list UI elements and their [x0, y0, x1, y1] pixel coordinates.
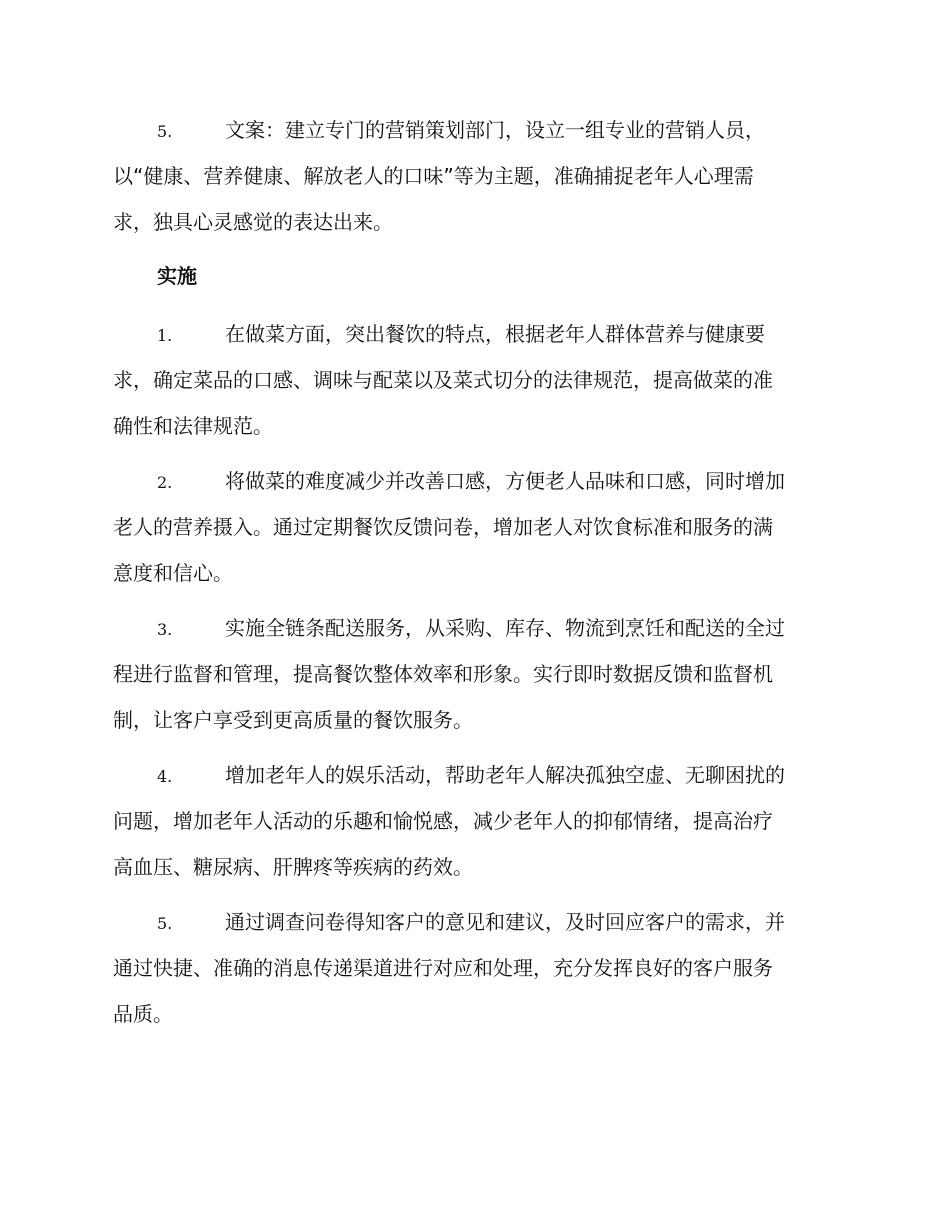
paragraph-line: 通过快捷、准确的消息传递渠道进行对应和处理，充分发挥良好的客户服务: [113, 956, 773, 980]
paragraph-line: 求，确定菜品的口感、调味与配菜以及菜式切分的法律规范，提高做菜的准: [113, 368, 773, 392]
paragraph-line: 问题，增加老年人活动的乐趣和愉悦感，减少老年人的抑郁情绪，提高治疗: [113, 809, 773, 833]
paragraph-line: [113, 311, 833, 357]
list-number: 2.: [157, 473, 173, 492]
list-number: 1.: [157, 326, 173, 345]
paragraph-line: 高血压、糖尿病、肝脾疼等疾病的药效。: [113, 855, 473, 879]
paragraph-text: 将做菜的难度减少并改善口感，方便老人品味和口感，同时增加: [225, 469, 785, 493]
paragraph-text: 实施全链条配送服务，从采购、库存、物流到烹饪和配送的全过: [225, 616, 785, 640]
list-item-3: [113, 605, 833, 743]
paragraph-line: [113, 752, 833, 798]
paragraph-line: 制，让客户享受到更高质量的餐饮服务。: [113, 708, 473, 732]
paragraph-line: [113, 458, 833, 504]
list-number: 5.: [157, 914, 173, 933]
section-heading: 实施: [157, 264, 197, 288]
list-item-5: [113, 899, 833, 1037]
list-item-4: [113, 752, 833, 890]
paragraph-text: 文案：建立专门的营销策划部门，设立一组专业的营销人员，: [225, 118, 765, 142]
paragraph-text: 增加老年人的娱乐活动，帮助老年人解决孤独空虚、无聊困扰的: [225, 763, 785, 787]
paragraph-line: 意度和信心。: [113, 561, 233, 585]
paragraph-text: 在做菜方面，突出餐饮的特点，根据老年人群体营养与健康要: [225, 322, 765, 346]
list-item-1: [113, 311, 833, 449]
paragraph-copywriting: [113, 107, 833, 245]
list-number: 5.: [157, 122, 173, 141]
list-number: 4.: [157, 767, 173, 786]
paragraph-line: [113, 899, 833, 945]
paragraph-line: 品质。: [113, 1002, 173, 1026]
paragraph-line: [113, 605, 833, 651]
paragraph-line: 确性和法律规范。: [113, 414, 273, 438]
paragraph-text: 通过调查问卷得知客户的意见和建议，及时回应客户的需求，并: [225, 910, 785, 934]
paragraph-line: 求，独具心灵感觉的表达出来。: [113, 210, 393, 234]
paragraph-line: 程进行监督和管理，提高餐饮整体效率和形象。实行即时数据反馈和监督机: [113, 662, 773, 686]
paragraph-line: 老人的营养摄入。通过定期餐饮反馈问卷，增加老人对饮食标准和服务的满: [113, 515, 773, 539]
paragraph-line: 以“健康、营养健康、解放老人的口味”等为主题，准确捕捉老年人心理需: [113, 164, 754, 188]
list-number: 3.: [157, 620, 173, 639]
list-item-2: [113, 458, 833, 596]
paragraph-line: [113, 107, 833, 153]
